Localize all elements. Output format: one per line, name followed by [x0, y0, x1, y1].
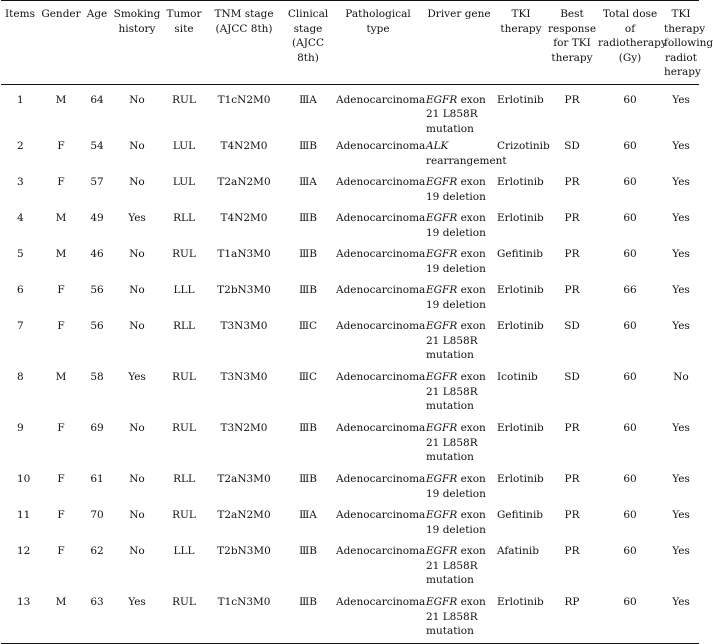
cell-clinical-stage: ⅢA — [299, 509, 317, 521]
cell-tumor-site: RLL — [173, 473, 195, 485]
gene-alteration: exon 21 L858R mutation — [426, 93, 486, 135]
cell-smoking-history: No — [129, 422, 145, 434]
cell-tumor-site: RUL — [172, 422, 196, 434]
cell-smoking-history: No — [129, 320, 145, 332]
cell-smoking-history: No — [129, 93, 145, 106]
cell-driver-gene — [423, 84, 495, 136]
table-row — [1, 136, 699, 172]
cell-tnm-stage: T3N3M0 — [220, 371, 268, 383]
cell-clinical-stage: ⅢB — [299, 545, 317, 557]
cell-age: 56 — [90, 284, 104, 296]
table-row — [1, 208, 699, 244]
gene-alteration: exon 21 L858R mutation — [426, 596, 486, 637]
gene-name: EGFR — [426, 371, 458, 383]
cell-total-dose: 60 — [623, 140, 637, 152]
cell-age: 63 — [90, 596, 104, 608]
cell-smoking-history: Yes — [128, 212, 146, 224]
table-row — [1, 505, 699, 541]
gene-name: EGFR — [426, 176, 458, 188]
header-tnm-stage: TNM stage (AJCC 8th) — [214, 8, 274, 35]
cell-clinical-stage: ⅢA — [299, 93, 317, 106]
cell-gender: F — [57, 545, 65, 557]
cell-smoking-history: No — [129, 140, 145, 152]
cell-tnm-stage: T4N2M0 — [220, 212, 268, 224]
header-tki-following: TKI therapy following radiot herapy — [664, 8, 713, 78]
cell-clinical-stage: ⅢB — [299, 473, 317, 485]
gene-name: EGFR — [426, 320, 458, 332]
cell-best-response: PR — [564, 509, 580, 521]
cell-tki-following: Yes — [672, 422, 690, 434]
cell-tnm-stage: T2bN3M0 — [217, 284, 271, 296]
header-row — [1, 1, 699, 85]
cell-driver-gene — [423, 208, 495, 244]
cell-driver-gene — [423, 469, 495, 505]
cell-clinical-stage: ⅢC — [298, 320, 318, 332]
table-body — [1, 84, 699, 643]
cell-total-dose: 60 — [623, 176, 637, 188]
cell-item: 8 — [17, 371, 24, 383]
gene-name: EGFR — [426, 212, 458, 224]
gene-alteration: exon 21 L858R mutation — [426, 422, 486, 463]
cell-gender: M — [55, 212, 67, 224]
cell-age: 69 — [90, 422, 104, 434]
gene-name: EGFR — [426, 284, 458, 296]
cell-pathological-type: Adenocarcinoma — [336, 93, 426, 106]
header-tki-therapy: TKI therapy — [500, 8, 542, 35]
cell-driver-gene — [423, 280, 495, 316]
cell-pathological-type: Adenocarcinoma — [336, 212, 426, 224]
cell-tki-following: No — [673, 371, 689, 383]
cell-tumor-site: LLL — [173, 545, 195, 557]
cell-gender: F — [57, 284, 65, 296]
cell-smoking-history: No — [129, 509, 145, 521]
cell-total-dose: 60 — [623, 473, 637, 485]
cell-age: 56 — [90, 320, 104, 332]
gene-alteration: exon 21 L858R mutation — [426, 320, 486, 361]
cell-total-dose: 60 — [623, 248, 637, 260]
cell-age: 64 — [90, 93, 104, 106]
gene-name: ALK — [426, 140, 449, 152]
cell-tnm-stage: T2aN2M0 — [217, 509, 271, 521]
cell-gender: F — [57, 176, 65, 188]
cell-clinical-stage: ⅢB — [299, 212, 317, 224]
cell-pathological-type: Adenocarcinoma — [336, 596, 426, 608]
cell-clinical-stage: ⅢB — [299, 422, 317, 434]
header-items: Items — [5, 8, 35, 20]
cell-clinical-stage: ⅢB — [299, 284, 317, 296]
cell-tki-following: Yes — [672, 545, 690, 557]
cell-tki-following: Yes — [672, 248, 690, 260]
gene-name: EGFR — [426, 93, 458, 106]
cell-tki-therapy: Erlotinib — [497, 473, 544, 485]
cell-pathological-type: Adenocarcinoma — [336, 248, 426, 260]
cell-item: 5 — [17, 248, 24, 260]
cell-tnm-stage: T3N3M0 — [220, 320, 268, 332]
cell-clinical-stage: ⅢB — [299, 596, 317, 608]
cell-tumor-site: RLL — [173, 212, 195, 224]
cell-best-response: SD — [564, 140, 580, 152]
cell-age: 54 — [90, 140, 104, 152]
cell-gender: F — [57, 473, 65, 485]
cell-clinical-stage: ⅢC — [298, 371, 318, 383]
cell-tnm-stage: T2aN2M0 — [217, 176, 271, 188]
cell-gender: M — [55, 93, 67, 106]
cell-tumor-site: RLL — [173, 320, 195, 332]
cell-tki-following: Yes — [672, 212, 690, 224]
cell-tumor-site: RUL — [172, 509, 196, 521]
cell-age: 62 — [90, 545, 104, 557]
cell-age: 46 — [90, 248, 104, 260]
header-tumor-site: Tumor site — [166, 8, 202, 35]
cell-tnm-stage: T3N2M0 — [220, 422, 268, 434]
cell-tki-following: Yes — [672, 284, 690, 296]
header-age: Age — [86, 8, 108, 20]
cell-driver-gene — [423, 136, 507, 172]
table-row — [1, 316, 699, 367]
cell-tumor-site: RUL — [172, 248, 196, 260]
cell-smoking-history: No — [129, 284, 145, 296]
header-best-response: Best response for TKI therapy — [548, 8, 597, 64]
cell-pathological-type: Adenocarcinoma — [336, 140, 426, 152]
cell-tki-following: Yes — [672, 473, 690, 485]
cell-pathological-type: Adenocarcinoma — [336, 545, 426, 557]
gene-alteration: rearrangement — [426, 154, 507, 167]
gene-name: EGFR — [426, 248, 458, 260]
cell-age: 57 — [90, 176, 104, 188]
cell-tnm-stage: T1cN2M0 — [217, 93, 271, 106]
cell-smoking-history: Yes — [128, 371, 146, 383]
cell-driver-gene — [423, 316, 495, 367]
gene-alteration: exon 21 L858R mutation — [426, 371, 486, 412]
cell-tki-therapy: Afatinib — [497, 545, 539, 557]
cell-smoking-history: No — [129, 248, 145, 260]
cell-tnm-stage: T2aN3M0 — [217, 473, 271, 485]
gene-alteration: exon 19 deletion — [426, 473, 486, 500]
cell-tki-following: Yes — [672, 509, 690, 521]
header-total-dose: Total dose of radiotherapy (Gy) — [598, 8, 667, 64]
cell-total-dose: 60 — [623, 545, 637, 557]
cell-best-response: PR — [564, 248, 580, 260]
cell-tumor-site: RUL — [172, 371, 196, 383]
cell-clinical-stage: ⅢB — [299, 248, 317, 260]
cell-item: 11 — [17, 509, 31, 521]
cell-best-response: SD — [564, 320, 580, 332]
header-clinical-stage: Clinical stage (AJCC 8th) — [287, 8, 329, 64]
cell-gender: M — [55, 248, 67, 260]
cell-gender: F — [57, 422, 65, 434]
cell-total-dose: 60 — [623, 596, 637, 608]
cell-pathological-type: Adenocarcinoma — [336, 284, 426, 296]
cell-item: 13 — [17, 596, 31, 608]
table-row — [1, 84, 699, 136]
gene-alteration: exon 19 deletion — [426, 212, 486, 239]
gene-alteration: exon 19 deletion — [426, 248, 486, 275]
cell-best-response: PR — [564, 284, 580, 296]
cell-tumor-site: LUL — [172, 140, 196, 152]
cell-item: 1 — [17, 93, 24, 106]
cell-tki-therapy: Erlotinib — [497, 596, 544, 608]
cell-pathological-type: Adenocarcinoma — [336, 371, 426, 383]
cell-gender: M — [55, 596, 67, 608]
cell-total-dose: 60 — [623, 212, 637, 224]
cell-tki-therapy: Erlotinib — [497, 93, 544, 106]
cell-item: 2 — [17, 140, 24, 152]
cell-tumor-site: RUL — [172, 596, 196, 608]
cell-total-dose: 66 — [623, 284, 637, 296]
cell-tki-following: Yes — [672, 93, 690, 106]
cell-best-response: SD — [564, 371, 580, 383]
cell-tumor-site: LUL — [172, 176, 196, 188]
table-row — [1, 418, 699, 469]
cell-item: 9 — [17, 422, 24, 434]
cell-gender: F — [57, 140, 65, 152]
cell-best-response: PR — [564, 212, 580, 224]
cell-driver-gene — [423, 541, 495, 592]
table-header — [1, 1, 713, 85]
cell-total-dose: 60 — [623, 422, 637, 434]
cell-item: 12 — [17, 545, 31, 557]
cell-tki-therapy: Erlotinib — [497, 176, 544, 188]
cell-gender: M — [55, 371, 67, 383]
header-driver-gene: Driver gene — [427, 8, 491, 20]
cell-tki-therapy: Crizotinib — [497, 140, 550, 152]
patient-characteristics-table — [1, 0, 713, 644]
cell-tnm-stage: T2bN3M0 — [217, 545, 271, 557]
header-pathological-type: Pathological type — [345, 8, 411, 35]
cell-driver-gene — [423, 418, 495, 469]
cell-driver-gene — [423, 244, 495, 280]
cell-tki-therapy: Icotinib — [497, 371, 538, 383]
cell-tki-following: Yes — [672, 176, 690, 188]
gene-alteration: exon 19 deletion — [426, 509, 486, 536]
gene-name: EGFR — [426, 422, 458, 434]
gene-name: EGFR — [426, 509, 458, 521]
cell-age: 61 — [90, 473, 104, 485]
cell-age: 70 — [90, 509, 104, 521]
cell-best-response: PR — [564, 176, 580, 188]
table-row — [1, 469, 699, 505]
gene-alteration: exon 19 deletion — [426, 176, 486, 203]
cell-tnm-stage: T1aN3M0 — [217, 248, 271, 260]
cell-pathological-type: Adenocarcinoma — [336, 422, 426, 434]
gene-alteration: exon 21 L858R mutation — [426, 545, 486, 586]
cell-smoking-history: Yes — [128, 596, 146, 608]
cell-tki-therapy: Gefitinib — [497, 248, 544, 260]
cell-item: 6 — [17, 284, 24, 296]
gene-name: EGFR — [426, 473, 458, 485]
cell-total-dose: 60 — [623, 320, 637, 332]
cell-tki-therapy: Gefitinib — [497, 509, 544, 521]
cell-tnm-stage: T4N2M0 — [220, 140, 268, 152]
cell-total-dose: 60 — [623, 93, 637, 106]
header-smoking-history: Smoking history — [113, 8, 161, 35]
cell-pathological-type: Adenocarcinoma — [336, 176, 426, 188]
gene-name: EGFR — [426, 545, 458, 557]
cell-tki-therapy: Erlotinib — [497, 422, 544, 434]
cell-item: 7 — [17, 320, 24, 332]
cell-tnm-stage: T1cN3M0 — [217, 596, 271, 608]
cell-driver-gene — [423, 172, 495, 208]
header-gender: Gender — [41, 8, 81, 20]
gene-name: EGFR — [426, 596, 458, 608]
cell-driver-gene — [423, 592, 495, 643]
cell-tki-therapy: Erlotinib — [497, 320, 544, 332]
cell-smoking-history: No — [129, 176, 145, 188]
cell-driver-gene — [423, 367, 495, 418]
table-row — [1, 592, 699, 643]
cell-total-dose: 60 — [623, 509, 637, 521]
cell-gender: F — [57, 320, 65, 332]
gene-alteration: exon 19 deletion — [426, 284, 486, 311]
cell-smoking-history: No — [129, 473, 145, 485]
cell-item: 3 — [17, 176, 24, 188]
cell-clinical-stage: ⅢA — [299, 176, 317, 188]
cell-age: 49 — [90, 212, 104, 224]
cell-tumor-site: RUL — [172, 93, 196, 106]
cell-tki-following: Yes — [672, 140, 690, 152]
cell-pathological-type: Adenocarcinoma — [336, 320, 426, 332]
cell-tumor-site: LLL — [173, 284, 195, 296]
cell-smoking-history: No — [129, 545, 145, 557]
cell-tki-therapy: Erlotinib — [497, 284, 544, 296]
cell-tki-therapy: Erlotinib — [497, 212, 544, 224]
cell-tki-following: Yes — [672, 320, 690, 332]
cell-driver-gene — [423, 505, 495, 541]
table-row — [1, 280, 699, 316]
cell-age: 58 — [90, 371, 104, 383]
cell-best-response: RP — [564, 596, 580, 608]
cell-pathological-type: Adenocarcinoma — [336, 509, 426, 521]
cell-tki-following: Yes — [672, 596, 690, 608]
cell-item: 10 — [17, 473, 31, 485]
cell-best-response: PR — [564, 422, 580, 434]
cell-pathological-type: Adenocarcinoma — [336, 473, 426, 485]
cell-best-response: PR — [564, 93, 580, 106]
table-row — [1, 244, 699, 280]
table-row — [1, 541, 699, 592]
cell-item: 4 — [17, 212, 24, 224]
cell-total-dose: 60 — [623, 371, 637, 383]
cell-best-response: PR — [564, 473, 580, 485]
cell-best-response: PR — [564, 545, 580, 557]
table-row — [1, 367, 699, 418]
cell-gender: F — [57, 509, 65, 521]
table-row — [1, 172, 699, 208]
cell-clinical-stage: ⅢB — [299, 140, 317, 152]
